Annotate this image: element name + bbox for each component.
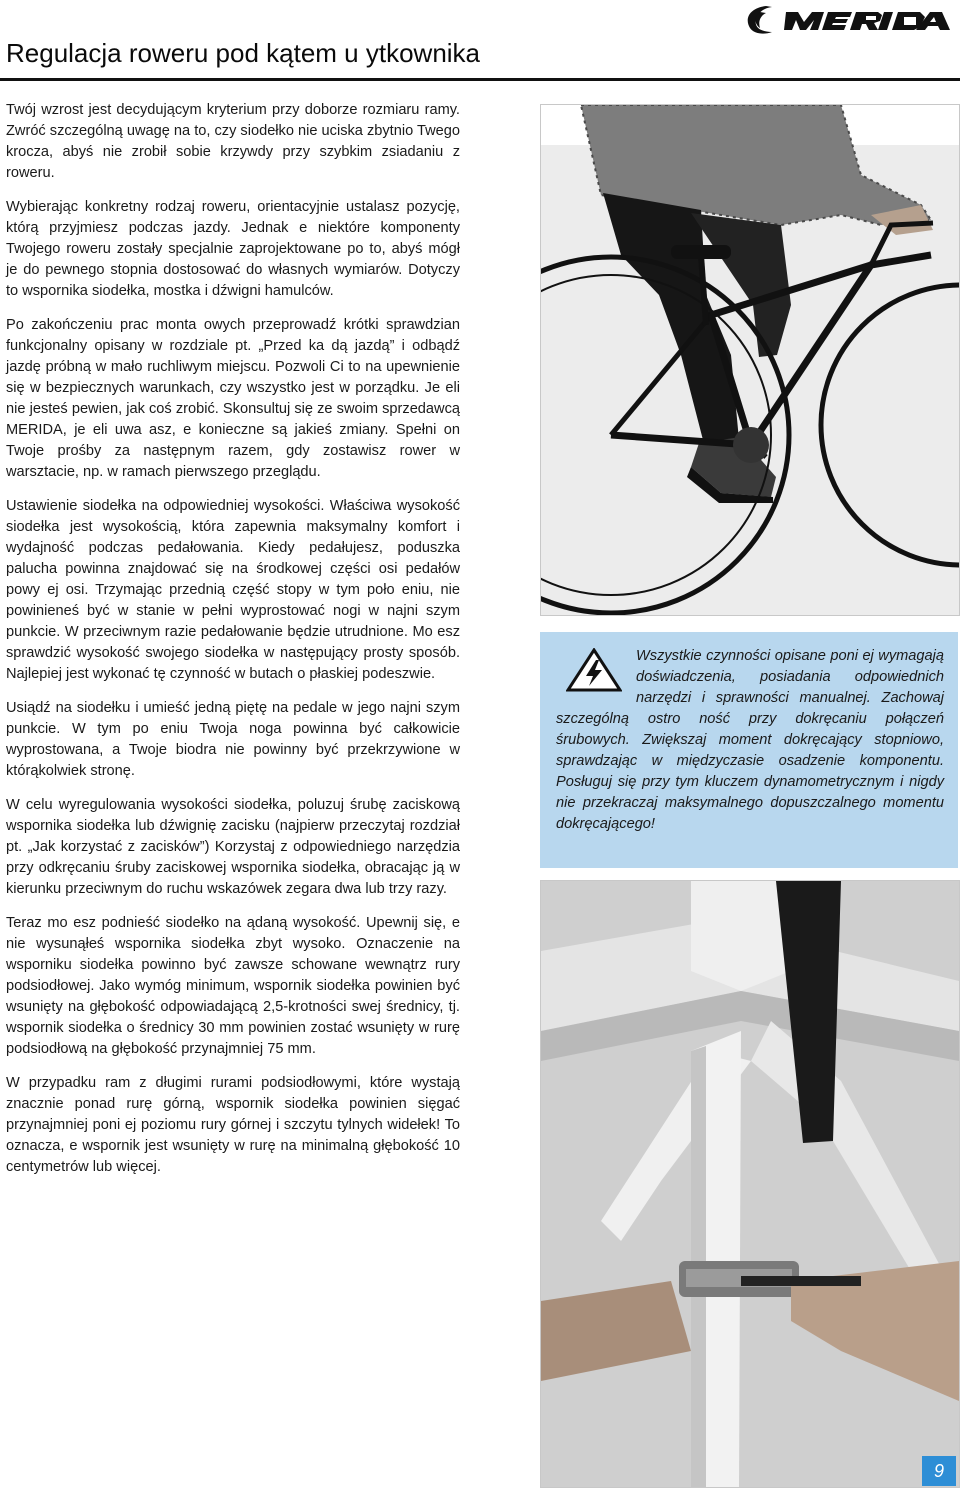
paragraph-frame-size: Twój wzrost jest decydującym kryterium przy doborze rozmiaru ramy. Zwróć szczególną uwagę na to, czy siodełko nie uciska zbytnio Twego krocza, abyś nie zrobił sobie krzywdy przy szybkim zsiadaniu z roweru. <box>6 102 460 181</box>
page-number: 9 <box>922 1456 956 1486</box>
paragraph-saddle-height: Ustawienie siodełka na odpowiedniej wysokości. Właściwa wysokość siodełka jest wysokością, która zapewnia maksymalny komfort i wydajność podczas pedałowania. Kiedy pedałujesz, poduszka palucha powinna znajdować się na środkowej części osi pedałów powy ej osi. Trzymając przednią część stopy w tym poło eniu, nie powinieneś być w stanie w pełni wyprostować nogi w najni szym punkcie. W przeciwnym razie pedałowanie będzie utrudnione. Mo esz sprawdzić wysokość swojego siodełka w następujący prosty sposób. Najlepiej jest wykonać tę czynność w butach o płaskiej podeszwie. <box>6 498 460 682</box>
warning-box <box>540 632 958 868</box>
paragraph-test-ride: Po zakończeniu prac monta owych przeprowadź krótki sprawdzian funkcjonalny opisany w rozdziale pt. „Przed ka dą jazdą” i odbądź jazdę próbną w mało ruchliwym miejscu. Pozwoli Ci to na upewnienie się w bezpiecznych warunkach, czy wszystko jest w porządku. Je eli nie jesteś pewien, jak coś zrobić. Skonsultuj się ze swoim sprzedawcą MERIDA, je eli uwa asz, e konieczne są jakieś zmiany. Spełni on Twoje prośby za następnym razem, gdy zostawisz rower w warsztacie, np. w ramach pierwszego przeglądu. <box>6 317 460 480</box>
rider-on-bicycle-photo <box>540 104 960 616</box>
body-text-column <box>6 100 460 1191</box>
warning-text: Wszystkie czynności opisane poni ej wymagają doświadczenia, posiadania odpowiednich narzędzi i sprawności manualnej. Zachowaj szczególną ostro ność przy dokręcaniu połączeń śrubowych. Zwiększaj moment dokręcający stopniowo, sprawdzając w międzyczasie osadzenie komponentu. Posługuj się przy tym kluczem dynamometrycznym i nigdy nie przekraczaj maksymalnego dopuszczalnego momentu dokręcającego! <box>556 648 944 832</box>
high-voltage-warning-icon <box>566 648 622 692</box>
header-rule <box>0 78 960 81</box>
merida-logo <box>742 2 956 38</box>
page-title: Regulacja roweru pod kątem u ytkownika <box>6 38 481 68</box>
paragraph-raise-saddle: Teraz mo esz podnieść siodełko na ądaną wysokość. Upewnij się, e nie wysunąłeś wspornika siodełka zbyt wysoko. Oznaczenie na wsporniku siodełka powinno być zawsze schowane wewnątrz rury podsiodłowej. Jako wymóg minimum, wspornik siodełka powinien być wsunięty na głębokość odpowiadającą 2,5-krotności swej średnicy, tj. wspornik siodełka o średnicy 30 mm powinien zostać wsunięty w rurę podsiodłową na głębokość przynajmniej 75 mm. <box>6 915 460 1057</box>
paragraph-heel-check: Usiądź na siodełku i umieść jedną piętę na pedale w jego najni szym punkcie. W tym po eniu Twoja noga powinna być całkowicie wyprostowana, a Twoje biodra nie powinny być przekrzywione w którąkolwiek stronę. <box>6 700 460 779</box>
paragraph-long-seat-tube: W przypadku ram z długimi rurami podsiodłowymi, które wystają znacznie ponad rurę górną, wspornik siodełka powinien sięgać przynajmniej poni ej poziomu rury górnej i szczytu tylnych widełek! To oznacza, e wspornik jest wsunięty w rurę na minimalną głębokość 10 centymetrów lub więcej. <box>6 1075 460 1175</box>
seatpost-clamp-adjustment-photo <box>540 880 960 1488</box>
paragraph-loosen-clamp: W celu wyregulowania wysokości siodełka, poluzuj śrubę zaciskową wspornika siodełka lub dźwignię zacisku (najpierw przeczytaj rozdział pt. „Jak korzystać z zacisków”) Korzystaj z odpowiedniego narzędzia przy odkręcaniu śruby zaciskowej wspornika siodełka, obracając ją w kierunku przeciwnym do ruchu wskazówek zegara dwa lub trzy razy. <box>6 797 460 897</box>
paragraph-riding-position: Wybierając konkretny rodzaj roweru, orientacyjnie ustalasz pozycję, którą przyjmiesz podczas jazdy. Jednak e niektóre komponenty Twojego roweru zostały specjalnie zaprojektowane po to, abyś mógł je do pewnego stopnia dostosować do własnych wymiarów. Dotyczy to wspornika siodełka, mostka i dźwigni hamulców. <box>6 199 460 299</box>
